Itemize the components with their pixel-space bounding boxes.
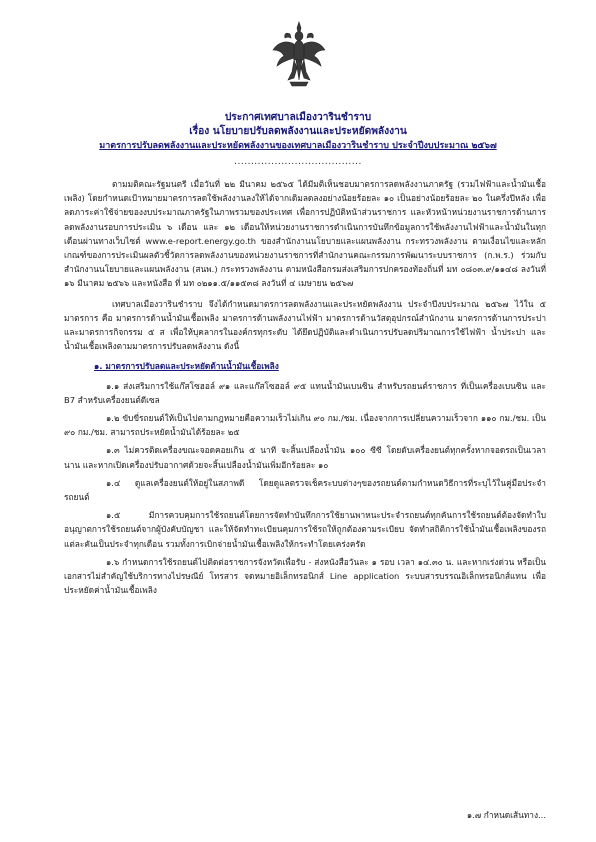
announcement-subject: เรื่อง นโยบายปรับลดพลังงานและประหยัดพลังงาน	[189, 126, 407, 137]
measure-item: ๑.๒ ขับขี่รถยนต์ให้เป็นไปตามกฎหมายคือความเร็วไม่เกิน ๙๐ กม./ชม. เนื่องจากการเปลี่ยนความเร็วจาก ๑๑๐ กม./ชม. เป็น ๙๐ กม./ชม. สามารถประหยัดน้ำมันได้ร้อยละ ๒๕	[64, 413, 546, 438]
measure-item: ๑.๑ ส่งเสริมการใช้แก๊สโซฮอล์ ๙๑ และแก๊สโซฮอล์ ๙๕ แทนน้ำมันเบนซิน สำหรับรถยนต์ราชการ ที่เป็นเครื่องเบนซิน และ B7 สำหรับเครื่องยนต์ดีเซล	[64, 380, 546, 405]
paragraph-cabinet-resolution: ตามมติคณะรัฐมนตรี เมื่อวันที่ ๒๒ มีนาคม ๒๕๖๕ ได้มีมติเห็นชอบมาตรการลดพลังงานภาครัฐ (รวมไฟฟ้าและน้ำมันเชื้อเพลิง) โดยกำหนดเป้าหมายมาตรการลดใช้พลังงานลงให้ได้จากเดิมลดลงอย่างน้อยร้อยละ ๑๐ เป็นอย่างน้อยร้อยละ ๒๐ ในครึ่งปีหลัง เพื่อลดภาระค่าใช้จ่ายของงบประมาณภาครัฐในภาพรวมของประเทศ เพื่อการปฏิบัติหน้าส่วนราชการ และหัวหน้าหน่วยงานราชการด้านการลดพลังงานรอบการประเมิน ๖ เดือน และ ๑๒ เดือนให้หน่วยงานราชการดำเนินการบันทึกข้อมูลการใช้พลังงานไฟฟ้าและน้ำมันในทุกเดือนผ่านทางเว็บไซต์ www.e-report.energy.go.th ของสำนักงานนโยบายและแผนพลังงาน กระทรวงพลังงาน ตามเงื่อนไขและหลักเกณฑ์ของการประเมินผลตัวชี้วัดการลดพลังงานของหน่วยงานราชการที่สำนักงานคณะกรรมการพัฒนาระบบราชการ (ก.พ.ร.) ร่วมกับ สำนักงานนโยบายและแผนพลังงาน (สนพ.) กระทรวงพลังงาน ตามหนังสือกรมส่งเสริมการปกครองท้องถิ่นที่ มท ๐๘๐๓.๙/๑๑๔๘ ลงวันที่ ๑๖ มีนาคม ๒๕๖๖ และหนังสือ ที่ มท ๐๒๑๑.๕/๑๑๕๓๘ ลงวันที่ ๔ เมษายน ๒๕๖๗	[64, 179, 546, 289]
announcement-title: ประกาศเทศบาลเมืองวารินชำราบ	[224, 112, 372, 123]
paragraph-municipality-measures: เทศบาลเมืองวารินชำราบ จึงได้กำหนดมาตรการลดพลังงานและประหยัดพลังงาน ประจำปีงบประมาณ ๒๕๖๗ ไว้ใน ๕ มาตรการ คือ มาตรการด้านน้ำมันเชื้อเพลิง มาตรการด้านพลังงานไฟฟ้า มาตรการด้านวัสดุอุปกรณ์สำนักงาน มาตรการด้านการประปา และมาตรการกิจกรรม ๕ ส เพื่อให้บุคลากรในองค์กรทุกระดับ ได้ยึดปฏิบัติและดำเนินการปรับลดปริมาณการใช้ไฟฟ้า น้ำประปา และน้ำมันเชื้อเพลิงตามมาตรการปรับลดพลังงาน ดังนี้	[64, 298, 546, 352]
document-body	[64, 177, 546, 601]
measure-item: ๑.๖ กำหนดการใช้รถยนต์ไปติดต่อราชการจังหวัดเพื่อรับ - ส่งหนังสือวันละ ๑ รอบ เวลา ๑๔.๓๐ น. และหากเร่งด่วน หรือเป็นเอกสารไม่สำคัญใช้บริการทางไปรษณีย์ โทรสาร จดหมายอิเล็กทรอนิกส์ Line application ระบบสารบรรณอิเล็กทรอนิกส์แทน เพื่อประหยัดค่าน้ำมันเชื้อเพลิง	[64, 556, 546, 596]
document-header	[0, 110, 596, 154]
page-continuation-text: ๑.๗ กำหนดเส้นทาง...	[466, 810, 546, 820]
announcement-subtitle: มาตรการปรับลดพลังงานและประหยัดพลังงานของเทศบาลเมืองวารินชำราบ ประจำปีงบประมาณ ๒๕๖๗	[99, 141, 497, 151]
garuda-emblem-icon	[270, 20, 328, 88]
measure-item: ๑.๔ ดูแลเครื่องยนต์ให้อยู่ในสภาพดี โดยดูแลตรวจเช็คระบบต่างๆของรถยนต์ตามกำหนดวิธีการที่ระบุไว้ในคู่มือประจำรถยนต์	[64, 477, 546, 503]
dotted-divider: ......................................	[234, 157, 362, 167]
measure-item: ๑.๕ มีการควบคุมการใช้รถยนต์โดยการจัดทำบันทึกการใช้ยานพาหนะประจำรถยนต์ทุกคันการใช้รถยนต์ต้องจัดทำใบอนุญาตการใช้รถยนต์จากผู้บังคับบัญชา และให้จัดทำทะเบียนคุมการใช้รถให้ถูกต้องตามระเบียบ จัดทำสถิติการใช้น้ำมันเชื้อเพลิงของรถแต่ละคันเป็นประจำทุกเดือน รวมทั้งการเบิกจ่ายน้ำมันเชื้อเพลิงให้กระทำโดยเคร่งครัด	[64, 510, 546, 549]
measure-item: ๑.๓ ไม่ควรติดเครื่องขณะจอดคอยเกิน ๕ นาที จะสิ้นเปลืองน้ำมัน ๑๐๐ ซีซี โดยดับเครื่องยนต์ทุกครั้งหากจอดรถเป็นเวลานาน และหากเปิดเครื่องปรับอากาศด้วยจะสิ้นเปลืองน้ำมันเพิ่มอีกร้อยละ ๑๐	[64, 445, 546, 470]
section-heading: ๑. มาตรการปรับลดและประหยัดด้านน้ำมันเชื้อเพลิง	[94, 361, 279, 372]
